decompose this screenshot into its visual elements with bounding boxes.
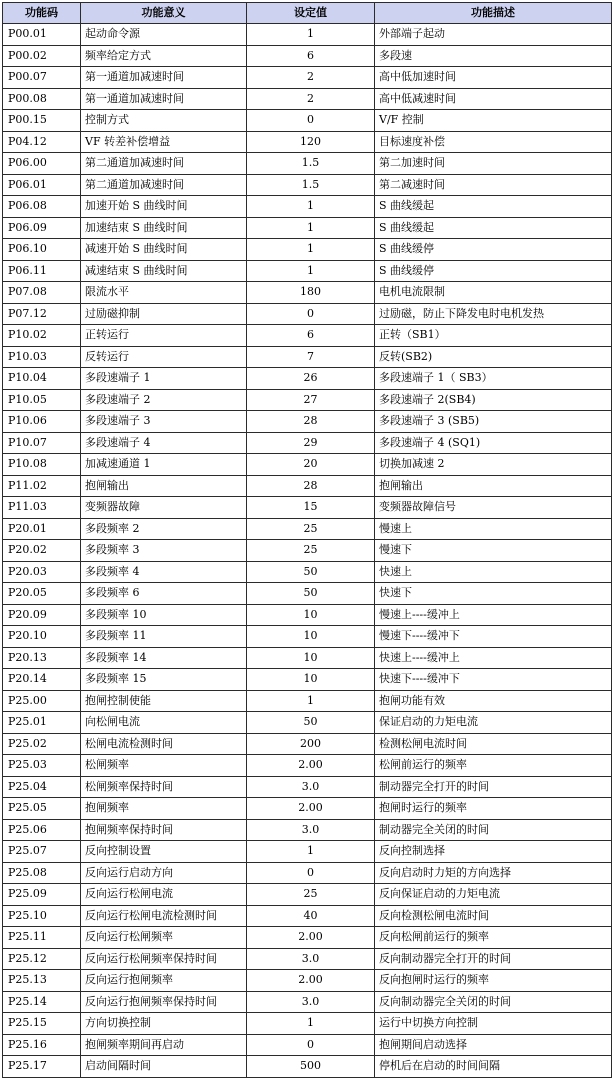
cell-description: 快速下 bbox=[375, 583, 612, 605]
cell-code: P25.06 bbox=[3, 819, 81, 841]
cell-description: 电机电流限制 bbox=[375, 282, 612, 304]
cell-code: P00.08 bbox=[3, 88, 81, 110]
cell-meaning: 多段频率 4 bbox=[81, 561, 247, 583]
cell-description: 高中低加速时间 bbox=[375, 67, 612, 89]
cell-value: 500 bbox=[247, 1056, 375, 1078]
cell-description: 第二减速时间 bbox=[375, 174, 612, 196]
cell-description: 第二加速时间 bbox=[375, 153, 612, 175]
table-row bbox=[3, 454, 612, 476]
table-row bbox=[3, 561, 612, 583]
cell-description: 制动器完全关闭的时间 bbox=[375, 819, 612, 841]
cell-value: 2 bbox=[247, 88, 375, 110]
cell-meaning: 抱闸频率期间再启动 bbox=[81, 1034, 247, 1056]
cell-code: P20.14 bbox=[3, 669, 81, 691]
cell-value: 1 bbox=[247, 196, 375, 218]
cell-value: 7 bbox=[247, 346, 375, 368]
table-row bbox=[3, 217, 612, 239]
cell-description: 停机后在启动的时间间隔 bbox=[375, 1056, 612, 1078]
cell-meaning: 减速结束 S 曲线时间 bbox=[81, 260, 247, 282]
cell-value: 1 bbox=[247, 239, 375, 261]
table-row bbox=[3, 45, 612, 67]
table-row bbox=[3, 927, 612, 949]
cell-value: 1 bbox=[247, 841, 375, 863]
cell-value: 3.0 bbox=[247, 991, 375, 1013]
table-row bbox=[3, 798, 612, 820]
cell-code: P25.10 bbox=[3, 905, 81, 927]
cell-meaning: 加速结束 S 曲线时间 bbox=[81, 217, 247, 239]
cell-description: 慢速上 bbox=[375, 518, 612, 540]
cell-code: P06.11 bbox=[3, 260, 81, 282]
cell-meaning: 多段频率 14 bbox=[81, 647, 247, 669]
cell-value: 1 bbox=[247, 217, 375, 239]
cell-code: P25.04 bbox=[3, 776, 81, 798]
cell-description: V/F 控制 bbox=[375, 110, 612, 132]
cell-code: P00.07 bbox=[3, 67, 81, 89]
table-row bbox=[3, 346, 612, 368]
table-row bbox=[3, 884, 612, 906]
table-row bbox=[3, 776, 612, 798]
cell-code: P25.09 bbox=[3, 884, 81, 906]
table-row bbox=[3, 948, 612, 970]
cell-value: 29 bbox=[247, 432, 375, 454]
cell-description: 目标速度补偿 bbox=[375, 131, 612, 153]
cell-code: P00.01 bbox=[3, 24, 81, 46]
cell-meaning: 过励磁抑制 bbox=[81, 303, 247, 325]
cell-code: P10.04 bbox=[3, 368, 81, 390]
cell-value: 0 bbox=[247, 303, 375, 325]
cell-code: P25.15 bbox=[3, 1013, 81, 1035]
cell-meaning: 多段速端子 1 bbox=[81, 368, 247, 390]
cell-meaning: 抱闸频率 bbox=[81, 798, 247, 820]
table-row bbox=[3, 260, 612, 282]
cell-value: 1 bbox=[247, 260, 375, 282]
table-row bbox=[3, 110, 612, 132]
cell-value: 28 bbox=[247, 475, 375, 497]
cell-value: 26 bbox=[247, 368, 375, 390]
cell-code: P06.08 bbox=[3, 196, 81, 218]
cell-description: 抱闸期间启动选择 bbox=[375, 1034, 612, 1056]
cell-code: P25.07 bbox=[3, 841, 81, 863]
cell-value: 0 bbox=[247, 110, 375, 132]
cell-value: 2 bbox=[247, 67, 375, 89]
table-row bbox=[3, 432, 612, 454]
cell-value: 10 bbox=[247, 604, 375, 626]
cell-description: 反向制动器完全打开的时间 bbox=[375, 948, 612, 970]
cell-description: 高中低减速时间 bbox=[375, 88, 612, 110]
cell-value: 10 bbox=[247, 626, 375, 648]
cell-code: P25.16 bbox=[3, 1034, 81, 1056]
table-row bbox=[3, 368, 612, 390]
cell-code: P25.12 bbox=[3, 948, 81, 970]
cell-meaning: 抱闸频率保持时间 bbox=[81, 819, 247, 841]
cell-meaning: 反向运行松闸电流检测时间 bbox=[81, 905, 247, 927]
table-row bbox=[3, 905, 612, 927]
header-code: 功能码 bbox=[3, 3, 81, 24]
cell-description: S 曲线缓起 bbox=[375, 196, 612, 218]
cell-meaning: 第一通道加减速时间 bbox=[81, 67, 247, 89]
cell-meaning: 反向运行松闸频率 bbox=[81, 927, 247, 949]
cell-value: 1.5 bbox=[247, 153, 375, 175]
cell-code: P06.10 bbox=[3, 239, 81, 261]
cell-code: P07.08 bbox=[3, 282, 81, 304]
cell-description: 慢速上----缓冲上 bbox=[375, 604, 612, 626]
cell-meaning: 反向运行抱闸频率 bbox=[81, 970, 247, 992]
cell-meaning: 多段频率 6 bbox=[81, 583, 247, 605]
cell-meaning: 多段频率 10 bbox=[81, 604, 247, 626]
cell-meaning: 抱闸控制使能 bbox=[81, 690, 247, 712]
table-row bbox=[3, 411, 612, 433]
table-row bbox=[3, 153, 612, 175]
table-row bbox=[3, 841, 612, 863]
table-row bbox=[3, 1034, 612, 1056]
cell-description: 抱闸功能有效 bbox=[375, 690, 612, 712]
cell-code: P25.11 bbox=[3, 927, 81, 949]
cell-value: 50 bbox=[247, 561, 375, 583]
cell-value: 0 bbox=[247, 1034, 375, 1056]
cell-description: 运行中切换方向控制 bbox=[375, 1013, 612, 1035]
cell-description: 检测松闸电流时间 bbox=[375, 733, 612, 755]
cell-code: P25.05 bbox=[3, 798, 81, 820]
table-row bbox=[3, 970, 612, 992]
cell-code: P11.03 bbox=[3, 497, 81, 519]
cell-value: 1 bbox=[247, 690, 375, 712]
cell-code: P11.02 bbox=[3, 475, 81, 497]
cell-meaning: 多段频率 2 bbox=[81, 518, 247, 540]
cell-meaning: 反向运行松闸频率保持时间 bbox=[81, 948, 247, 970]
cell-value: 2.00 bbox=[247, 927, 375, 949]
cell-meaning: 多段速端子 2 bbox=[81, 389, 247, 411]
cell-code: P10.07 bbox=[3, 432, 81, 454]
cell-meaning: 第一通道加减速时间 bbox=[81, 88, 247, 110]
cell-value: 120 bbox=[247, 131, 375, 153]
cell-value: 10 bbox=[247, 647, 375, 669]
cell-description: 反向保证启动的力矩电流 bbox=[375, 884, 612, 906]
table-row bbox=[3, 196, 612, 218]
cell-value: 10 bbox=[247, 669, 375, 691]
cell-description: 抱闸输出 bbox=[375, 475, 612, 497]
cell-value: 15 bbox=[247, 497, 375, 519]
cell-meaning: 频率给定方式 bbox=[81, 45, 247, 67]
cell-meaning: VF 转差补偿增益 bbox=[81, 131, 247, 153]
cell-meaning: 多段频率 15 bbox=[81, 669, 247, 691]
table-body bbox=[3, 24, 612, 1078]
cell-code: P25.13 bbox=[3, 970, 81, 992]
cell-meaning: 第二通道加减速时间 bbox=[81, 153, 247, 175]
cell-meaning: 向松闸电流 bbox=[81, 712, 247, 734]
cell-description: 多段速端子 1（ SB3） bbox=[375, 368, 612, 390]
cell-value: 3.0 bbox=[247, 819, 375, 841]
cell-description: S 曲线缓停 bbox=[375, 239, 612, 261]
cell-description: 过励磁，防止下降发电时电机发热 bbox=[375, 303, 612, 325]
cell-meaning: 抱闸输出 bbox=[81, 475, 247, 497]
cell-meaning: 反向控制设置 bbox=[81, 841, 247, 863]
cell-description: 快速上----缓冲上 bbox=[375, 647, 612, 669]
cell-description: 制动器完全打开的时间 bbox=[375, 776, 612, 798]
cell-code: P07.12 bbox=[3, 303, 81, 325]
table-row bbox=[3, 733, 612, 755]
table-row bbox=[3, 712, 612, 734]
cell-meaning: 启动间隔时间 bbox=[81, 1056, 247, 1078]
cell-code: P06.09 bbox=[3, 217, 81, 239]
table-row bbox=[3, 669, 612, 691]
cell-value: 20 bbox=[247, 454, 375, 476]
header-value: 设定值 bbox=[247, 3, 375, 24]
table-row bbox=[3, 88, 612, 110]
cell-value: 50 bbox=[247, 583, 375, 605]
cell-code: P20.01 bbox=[3, 518, 81, 540]
cell-code: P20.02 bbox=[3, 540, 81, 562]
cell-value: 2.00 bbox=[247, 798, 375, 820]
cell-meaning: 松闸电流检测时间 bbox=[81, 733, 247, 755]
cell-value: 6 bbox=[247, 45, 375, 67]
cell-description: 多段速端子 4 (SQ1) bbox=[375, 432, 612, 454]
table-row bbox=[3, 24, 612, 46]
table-row bbox=[3, 282, 612, 304]
header-meaning: 功能意义 bbox=[81, 3, 247, 24]
cell-code: P20.10 bbox=[3, 626, 81, 648]
cell-description: 正转（SB1） bbox=[375, 325, 612, 347]
table-row bbox=[3, 325, 612, 347]
cell-meaning: 加速开始 S 曲线时间 bbox=[81, 196, 247, 218]
cell-description: 反向检测松闸电流时间 bbox=[375, 905, 612, 927]
table-row bbox=[3, 647, 612, 669]
table-row bbox=[3, 991, 612, 1013]
cell-description: 抱闸时运行的频率 bbox=[375, 798, 612, 820]
table-row bbox=[3, 626, 612, 648]
cell-code: P20.03 bbox=[3, 561, 81, 583]
cell-code: P25.08 bbox=[3, 862, 81, 884]
cell-meaning: 减速开始 S 曲线时间 bbox=[81, 239, 247, 261]
cell-value: 25 bbox=[247, 884, 375, 906]
cell-code: P00.15 bbox=[3, 110, 81, 132]
cell-description: 反向制动器完全关闭的时间 bbox=[375, 991, 612, 1013]
cell-code: P04.12 bbox=[3, 131, 81, 153]
cell-code: P25.03 bbox=[3, 755, 81, 777]
cell-code: P00.02 bbox=[3, 45, 81, 67]
cell-value: 3.0 bbox=[247, 948, 375, 970]
cell-meaning: 控制方式 bbox=[81, 110, 247, 132]
table-row bbox=[3, 174, 612, 196]
cell-code: P25.01 bbox=[3, 712, 81, 734]
table-row bbox=[3, 755, 612, 777]
cell-value: 6 bbox=[247, 325, 375, 347]
cell-value: 1 bbox=[247, 1013, 375, 1035]
cell-description: 多段速 bbox=[375, 45, 612, 67]
table-row bbox=[3, 303, 612, 325]
cell-meaning: 多段频率 11 bbox=[81, 626, 247, 648]
table-row bbox=[3, 497, 612, 519]
cell-code: P20.13 bbox=[3, 647, 81, 669]
cell-code: P10.06 bbox=[3, 411, 81, 433]
cell-description: 反向控制选择 bbox=[375, 841, 612, 863]
cell-code: P25.14 bbox=[3, 991, 81, 1013]
cell-description: 慢速下 bbox=[375, 540, 612, 562]
cell-value: 25 bbox=[247, 518, 375, 540]
table-row bbox=[3, 131, 612, 153]
cell-code: P10.03 bbox=[3, 346, 81, 368]
cell-description: 多段速端子 2(SB4) bbox=[375, 389, 612, 411]
cell-description: 切换加减速 2 bbox=[375, 454, 612, 476]
table-row bbox=[3, 819, 612, 841]
cell-code: P20.05 bbox=[3, 583, 81, 605]
table-row bbox=[3, 583, 612, 605]
cell-meaning: 多段速端子 3 bbox=[81, 411, 247, 433]
cell-meaning: 加减速通道 1 bbox=[81, 454, 247, 476]
cell-code: P10.05 bbox=[3, 389, 81, 411]
cell-value: 180 bbox=[247, 282, 375, 304]
cell-meaning: 反转运行 bbox=[81, 346, 247, 368]
table-row bbox=[3, 1013, 612, 1035]
cell-meaning: 第二通道加减速时间 bbox=[81, 174, 247, 196]
table-row bbox=[3, 389, 612, 411]
cell-code: P06.00 bbox=[3, 153, 81, 175]
cell-meaning: 多段频率 3 bbox=[81, 540, 247, 562]
cell-value: 28 bbox=[247, 411, 375, 433]
table-row bbox=[3, 862, 612, 884]
cell-description: S 曲线缓停 bbox=[375, 260, 612, 282]
cell-value: 3.0 bbox=[247, 776, 375, 798]
table-row bbox=[3, 475, 612, 497]
table-row bbox=[3, 518, 612, 540]
header-row bbox=[3, 3, 612, 24]
table-row bbox=[3, 540, 612, 562]
table-row bbox=[3, 1056, 612, 1078]
cell-value: 2.00 bbox=[247, 755, 375, 777]
cell-description: 快速上 bbox=[375, 561, 612, 583]
cell-meaning: 松闸频率 bbox=[81, 755, 247, 777]
cell-code: P10.08 bbox=[3, 454, 81, 476]
cell-meaning: 变频器故障 bbox=[81, 497, 247, 519]
cell-meaning: 正转运行 bbox=[81, 325, 247, 347]
cell-code: P20.09 bbox=[3, 604, 81, 626]
cell-description: 外部端子起动 bbox=[375, 24, 612, 46]
cell-code: P25.17 bbox=[3, 1056, 81, 1078]
cell-code: P25.00 bbox=[3, 690, 81, 712]
cell-meaning: 多段速端子 4 bbox=[81, 432, 247, 454]
cell-code: P25.02 bbox=[3, 733, 81, 755]
cell-meaning: 反向运行抱闸频率保持时间 bbox=[81, 991, 247, 1013]
parameter-table bbox=[2, 2, 612, 1078]
cell-description: 反向抱闸时运行的频率 bbox=[375, 970, 612, 992]
cell-description: 慢速下----缓冲下 bbox=[375, 626, 612, 648]
cell-description: 反向松闸前运行的频率 bbox=[375, 927, 612, 949]
cell-description: 多段速端子 3 (SB5) bbox=[375, 411, 612, 433]
table-row bbox=[3, 67, 612, 89]
cell-meaning: 方向切换控制 bbox=[81, 1013, 247, 1035]
cell-description: 松闸前运行的频率 bbox=[375, 755, 612, 777]
cell-code: P06.01 bbox=[3, 174, 81, 196]
cell-meaning: 反向运行松闸电流 bbox=[81, 884, 247, 906]
cell-value: 2.00 bbox=[247, 970, 375, 992]
cell-description: 保证启动的力矩电流 bbox=[375, 712, 612, 734]
table-row bbox=[3, 239, 612, 261]
cell-value: 1 bbox=[247, 24, 375, 46]
cell-description: S 曲线缓起 bbox=[375, 217, 612, 239]
cell-description: 反转(SB2) bbox=[375, 346, 612, 368]
cell-value: 40 bbox=[247, 905, 375, 927]
cell-meaning: 反向运行启动方向 bbox=[81, 862, 247, 884]
table-row bbox=[3, 690, 612, 712]
cell-meaning: 松闸频率保持时间 bbox=[81, 776, 247, 798]
cell-description: 反向启动时力矩的方向选择 bbox=[375, 862, 612, 884]
header-description: 功能描述 bbox=[375, 3, 612, 24]
cell-meaning: 限流水平 bbox=[81, 282, 247, 304]
cell-value: 27 bbox=[247, 389, 375, 411]
cell-value: 1.5 bbox=[247, 174, 375, 196]
cell-meaning: 起动命令源 bbox=[81, 24, 247, 46]
table-row bbox=[3, 604, 612, 626]
cell-value: 50 bbox=[247, 712, 375, 734]
cell-value: 200 bbox=[247, 733, 375, 755]
cell-description: 变频器故障信号 bbox=[375, 497, 612, 519]
cell-description: 快速下----缓冲下 bbox=[375, 669, 612, 691]
cell-code: P10.02 bbox=[3, 325, 81, 347]
cell-value: 25 bbox=[247, 540, 375, 562]
cell-value: 0 bbox=[247, 862, 375, 884]
